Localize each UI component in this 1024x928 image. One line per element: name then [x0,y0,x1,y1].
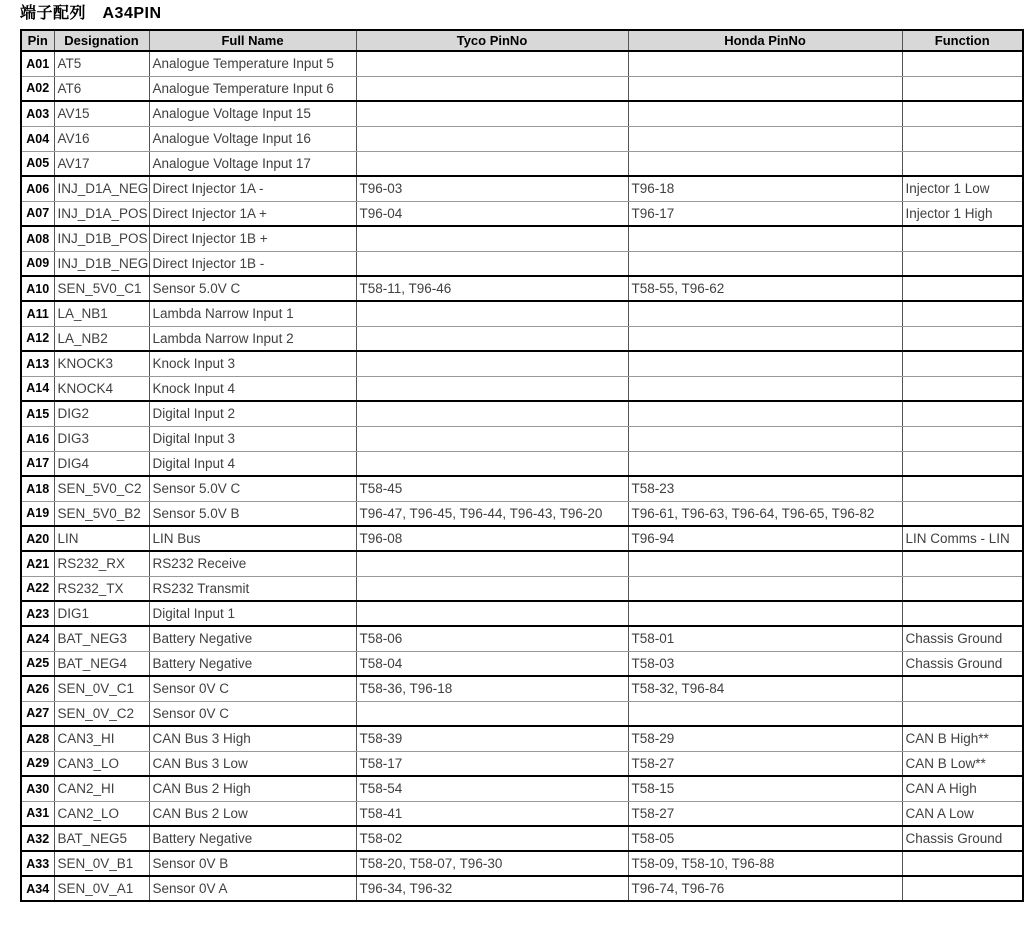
designation-cell: SEN_5V0_B2 [54,501,149,526]
pin-cell: A20 [21,526,54,551]
tyco-pinno-cell: T58-11, T96-46 [356,276,628,301]
tyco-pinno-cell: T58-41 [356,801,628,826]
pin-cell: A02 [21,76,54,101]
full-name-cell: Sensor 5.0V B [149,501,356,526]
tyco-pinno-cell: T58-20, T58-07, T96-30 [356,851,628,876]
full-name-cell: Sensor 0V C [149,676,356,701]
table-row [21,601,1023,626]
honda-pinno-cell: T58-09, T58-10, T96-88 [628,851,902,876]
pin-cell: A14 [21,376,54,401]
tyco-pinno-cell: T96-03 [356,176,628,201]
designation-cell: AT6 [54,76,149,101]
function-cell: Chassis Ground [902,651,1023,676]
function-cell: LIN Comms - LIN [902,526,1023,551]
table-row [21,251,1023,276]
tyco-pinno-cell [356,576,628,601]
pin-cell: A27 [21,701,54,726]
honda-pinno-cell [628,226,902,251]
designation-cell: RS232_TX [54,576,149,601]
designation-cell: CAN2_HI [54,776,149,801]
full-name-cell: Analogue Temperature Input 5 [149,51,356,76]
function-cell: Injector 1 Low [902,176,1023,201]
pin-cell: A15 [21,401,54,426]
function-cell [902,576,1023,601]
table-row [21,151,1023,176]
designation-cell: LA_NB2 [54,326,149,351]
honda-pinno-cell [628,326,902,351]
honda-pinno-cell: T96-94 [628,526,902,551]
function-cell [902,301,1023,326]
function-cell [902,226,1023,251]
tyco-pinno-cell: T58-45 [356,476,628,501]
honda-pinno-cell [628,151,902,176]
full-name-cell: Lambda Narrow Input 1 [149,301,356,326]
designation-cell: RS232_RX [54,551,149,576]
designation-cell: CAN3_LO [54,751,149,776]
honda-pinno-cell [628,51,902,76]
pin-cell: A34 [21,876,54,901]
full-name-cell: Direct Injector 1B + [149,226,356,251]
full-name-cell: CAN Bus 2 Low [149,801,356,826]
honda-pinno-cell [628,301,902,326]
full-name-cell: Direct Injector 1A + [149,201,356,226]
function-cell [902,476,1023,501]
full-name-cell: CAN Bus 3 High [149,726,356,751]
pin-cell: A26 [21,676,54,701]
honda-pinno-cell [628,351,902,376]
tyco-pinno-cell [356,326,628,351]
table-row [21,851,1023,876]
honda-pinno-cell: T58-03 [628,651,902,676]
full-name-cell: Battery Negative [149,626,356,651]
designation-cell: SEN_0V_B1 [54,851,149,876]
tyco-pinno-cell [356,151,628,176]
designation-cell: DIG4 [54,451,149,476]
pin-cell: A30 [21,776,54,801]
honda-pinno-cell [628,251,902,276]
tyco-pinno-cell [356,301,628,326]
full-name-cell: RS232 Transmit [149,576,356,601]
table-row [21,351,1023,376]
function-cell [902,876,1023,901]
function-cell [902,676,1023,701]
full-name-cell: Direct Injector 1A - [149,176,356,201]
table-row [21,201,1023,226]
function-cell [902,351,1023,376]
tyco-pinno-cell [356,426,628,451]
function-cell: CAN A Low [902,801,1023,826]
designation-cell: INJ_D1B_POS [54,226,149,251]
table-row [21,76,1023,101]
function-cell [902,401,1023,426]
table-row [21,876,1023,901]
pin-cell: A08 [21,226,54,251]
full-name-cell: Digital Input 1 [149,601,356,626]
full-name-cell: Sensor 5.0V C [149,276,356,301]
pin-cell: A25 [21,651,54,676]
designation-cell: AV17 [54,151,149,176]
pin-cell: A16 [21,426,54,451]
pin-assignment-table [20,29,1024,902]
tyco-pinno-cell: T58-04 [356,651,628,676]
function-cell [902,851,1023,876]
table-row [21,226,1023,251]
pin-cell: A24 [21,626,54,651]
tyco-pinno-cell [356,601,628,626]
function-cell [902,501,1023,526]
honda-pinno-cell: T58-05 [628,826,902,851]
tyco-pinno-cell: T58-54 [356,776,628,801]
designation-cell: BAT_NEG5 [54,826,149,851]
full-name-cell: RS232 Receive [149,551,356,576]
honda-pinno-cell: T96-74, T96-76 [628,876,902,901]
honda-pinno-cell: T58-27 [628,801,902,826]
table-row [21,726,1023,751]
column-header-tyco-pinno: Tyco PinNo [356,30,628,51]
full-name-cell: CAN Bus 3 Low [149,751,356,776]
tyco-pinno-cell [356,401,628,426]
table-row [21,626,1023,651]
table-row [21,501,1023,526]
pin-cell: A23 [21,601,54,626]
full-name-cell: Analogue Voltage Input 15 [149,101,356,126]
designation-cell: CAN3_HI [54,726,149,751]
designation-cell: BAT_NEG3 [54,626,149,651]
honda-pinno-cell [628,126,902,151]
designation-cell: SEN_0V_A1 [54,876,149,901]
function-cell: CAN A High [902,776,1023,801]
honda-pinno-cell [628,601,902,626]
pin-cell: A09 [21,251,54,276]
pin-cell: A22 [21,576,54,601]
full-name-cell: Sensor 0V B [149,851,356,876]
full-name-cell: LIN Bus [149,526,356,551]
table-row [21,101,1023,126]
column-header-full-name: Full Name [149,30,356,51]
honda-pinno-cell [628,101,902,126]
pin-cell: A29 [21,751,54,776]
tyco-pinno-cell: T58-39 [356,726,628,751]
table-row [21,401,1023,426]
full-name-cell: Digital Input 3 [149,426,356,451]
designation-cell: BAT_NEG4 [54,651,149,676]
tyco-pinno-cell [356,451,628,476]
pin-cell: A21 [21,551,54,576]
designation-cell: INJ_D1B_NEG [54,251,149,276]
honda-pinno-cell: T96-18 [628,176,902,201]
function-cell: Injector 1 High [902,201,1023,226]
function-cell [902,51,1023,76]
full-name-cell: Knock Input 3 [149,351,356,376]
table-row [21,426,1023,451]
tyco-pinno-cell: T58-36, T96-18 [356,676,628,701]
honda-pinno-cell [628,701,902,726]
pin-cell: A05 [21,151,54,176]
function-cell [902,276,1023,301]
function-cell [902,251,1023,276]
function-cell [902,101,1023,126]
function-cell [902,126,1023,151]
pin-cell: A32 [21,826,54,851]
full-name-cell: Digital Input 2 [149,401,356,426]
pin-cell: A11 [21,301,54,326]
designation-cell: KNOCK4 [54,376,149,401]
honda-pinno-cell [628,376,902,401]
tyco-pinno-cell [356,101,628,126]
tyco-pinno-cell [356,76,628,101]
tyco-pinno-cell [356,701,628,726]
designation-cell: LIN [54,526,149,551]
honda-pinno-cell: T58-55, T96-62 [628,276,902,301]
table-row [21,701,1023,726]
designation-cell: SEN_5V0_C2 [54,476,149,501]
tyco-pinno-cell [356,226,628,251]
pin-cell: A03 [21,101,54,126]
function-cell [902,76,1023,101]
designation-cell: AT5 [54,51,149,76]
table-body [21,51,1023,901]
table-row [21,451,1023,476]
pin-cell: A31 [21,801,54,826]
table-row [21,776,1023,801]
honda-pinno-cell [628,76,902,101]
pin-cell: A07 [21,201,54,226]
full-name-cell: Battery Negative [149,826,356,851]
pin-cell: A19 [21,501,54,526]
designation-cell: SEN_5V0_C1 [54,276,149,301]
tyco-pinno-cell [356,351,628,376]
full-name-cell: CAN Bus 2 High [149,776,356,801]
table-row [21,576,1023,601]
table-row [21,126,1023,151]
table-row [21,176,1023,201]
honda-pinno-cell: T58-15 [628,776,902,801]
table-row [21,301,1023,326]
tyco-pinno-cell: T96-34, T96-32 [356,876,628,901]
designation-cell: LA_NB1 [54,301,149,326]
designation-cell: CAN2_LO [54,801,149,826]
tyco-pinno-cell: T96-47, T96-45, T96-44, T96-43, T96-20 [356,501,628,526]
full-name-cell: Analogue Voltage Input 17 [149,151,356,176]
table-row [21,526,1023,551]
function-cell [902,376,1023,401]
honda-pinno-cell: T58-32, T96-84 [628,676,902,701]
pin-cell: A13 [21,351,54,376]
table-row [21,826,1023,851]
function-cell: Chassis Ground [902,626,1023,651]
table-row [21,376,1023,401]
designation-cell: AV16 [54,126,149,151]
honda-pinno-cell: T58-27 [628,751,902,776]
table-row [21,476,1023,501]
honda-pinno-cell: T58-01 [628,626,902,651]
honda-pinno-cell [628,451,902,476]
function-cell: CAN B Low** [902,751,1023,776]
honda-pinno-cell [628,576,902,601]
table-row [21,51,1023,76]
column-header-pin: Pin [21,30,54,51]
column-header-honda-pinno: Honda PinNo [628,30,902,51]
column-header-designation: Designation [54,30,149,51]
full-name-cell: Analogue Voltage Input 16 [149,126,356,151]
honda-pinno-cell: T58-29 [628,726,902,751]
tyco-pinno-cell [356,126,628,151]
pin-cell: A10 [21,276,54,301]
table-header-row [21,30,1023,51]
honda-pinno-cell [628,551,902,576]
page-title: 端子配列 A34PIN [20,5,162,22]
function-cell [902,701,1023,726]
tyco-pinno-cell: T58-02 [356,826,628,851]
table-row [21,276,1023,301]
tyco-pinno-cell: T58-17 [356,751,628,776]
pin-cell: A28 [21,726,54,751]
table-row [21,326,1023,351]
column-header-function: Function [902,30,1023,51]
function-cell [902,426,1023,451]
tyco-pinno-cell [356,51,628,76]
designation-cell: SEN_0V_C1 [54,676,149,701]
table-row [21,676,1023,701]
honda-pinno-cell: T96-61, T96-63, T96-64, T96-65, T96-82 [628,501,902,526]
full-name-cell: Sensor 0V C [149,701,356,726]
honda-pinno-cell [628,401,902,426]
full-name-cell: Analogue Temperature Input 6 [149,76,356,101]
full-name-cell: Lambda Narrow Input 2 [149,326,356,351]
pin-cell: A33 [21,851,54,876]
pin-cell: A12 [21,326,54,351]
designation-cell: KNOCK3 [54,351,149,376]
full-name-cell: Sensor 0V A [149,876,356,901]
designation-cell: INJ_D1A_POS [54,201,149,226]
full-name-cell: Knock Input 4 [149,376,356,401]
pin-cell: A06 [21,176,54,201]
designation-cell: DIG3 [54,426,149,451]
honda-pinno-cell: T96-17 [628,201,902,226]
table-row [21,551,1023,576]
honda-pinno-cell: T58-23 [628,476,902,501]
designation-cell: SEN_0V_C2 [54,701,149,726]
full-name-cell: Digital Input 4 [149,451,356,476]
tyco-pinno-cell [356,551,628,576]
function-cell [902,151,1023,176]
pin-cell: A04 [21,126,54,151]
pin-cell: A01 [21,51,54,76]
table-row [21,801,1023,826]
pin-cell: A17 [21,451,54,476]
honda-pinno-cell [628,426,902,451]
tyco-pinno-cell [356,376,628,401]
function-cell [902,601,1023,626]
designation-cell: DIG2 [54,401,149,426]
tyco-pinno-cell: T96-04 [356,201,628,226]
pin-cell: A18 [21,476,54,501]
table-row [21,651,1023,676]
table-row [21,751,1023,776]
function-cell [902,451,1023,476]
function-cell: Chassis Ground [902,826,1023,851]
function-cell: CAN B High** [902,726,1023,751]
function-cell [902,551,1023,576]
full-name-cell: Sensor 5.0V C [149,476,356,501]
full-name-cell: Battery Negative [149,651,356,676]
designation-cell: INJ_D1A_NEG [54,176,149,201]
tyco-pinno-cell: T58-06 [356,626,628,651]
tyco-pinno-cell: T96-08 [356,526,628,551]
full-name-cell: Direct Injector 1B - [149,251,356,276]
tyco-pinno-cell [356,251,628,276]
function-cell [902,326,1023,351]
designation-cell: AV15 [54,101,149,126]
designation-cell: DIG1 [54,601,149,626]
